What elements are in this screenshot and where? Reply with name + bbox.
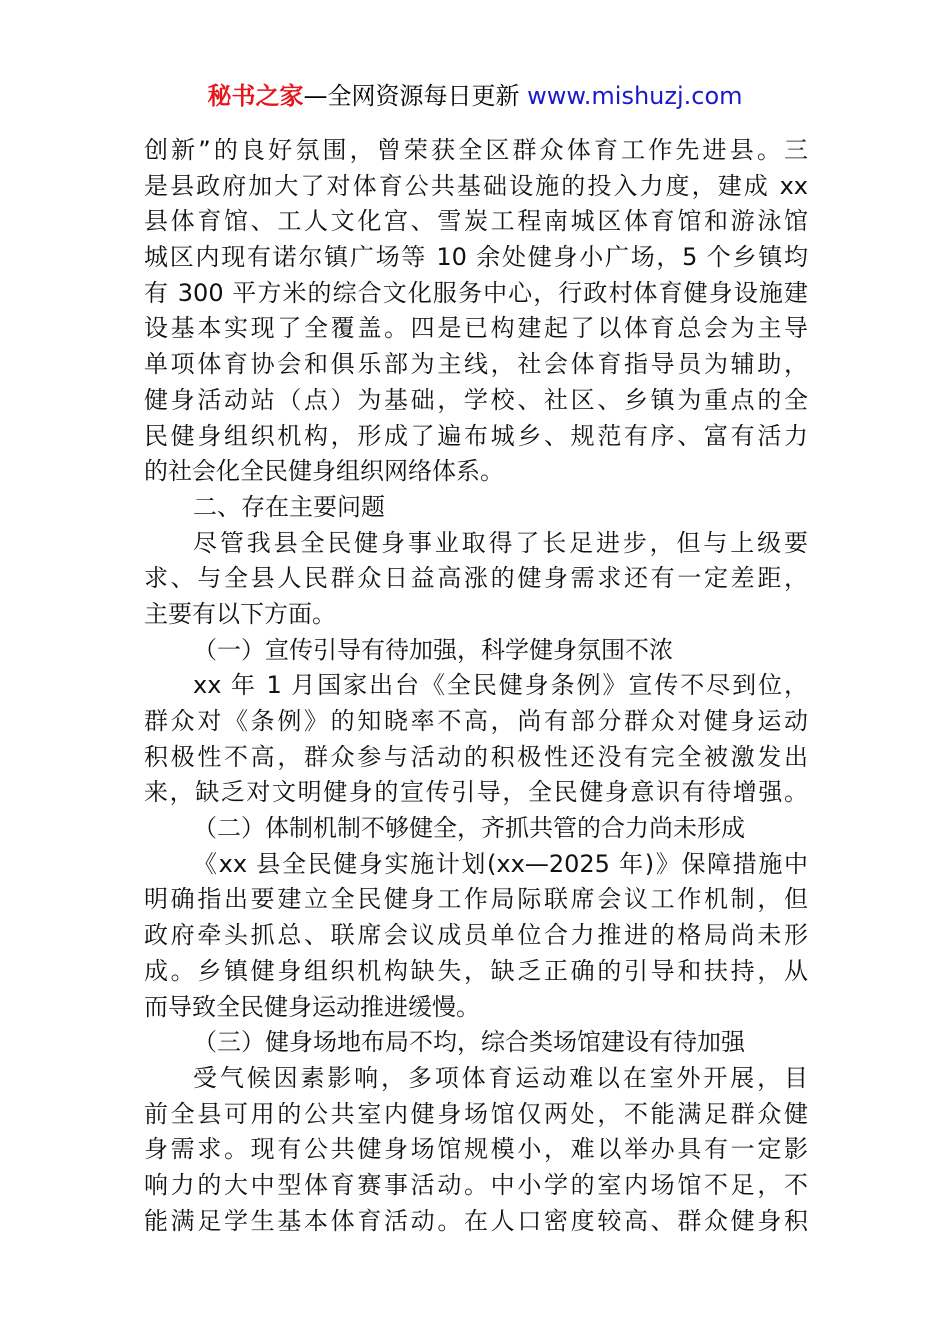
- header-url-link[interactable]: www.mishuzj.com: [519, 82, 743, 110]
- text-line: （三）健身场地布局不均，综合类场馆建设有待加强: [193, 1028, 745, 1057]
- text-line: 受气候因素影响，多项体育运动难以在室外开展，目: [193, 1063, 808, 1092]
- text-line: 二、存在主要问题: [193, 492, 385, 521]
- text-line: 的社会化全民健身组织网络体系。: [144, 457, 504, 486]
- text-line: 积极性不高，群众参与活动的积极性还没有完全被激发出: [144, 742, 808, 771]
- text-line: 健身活动站（点）为基础，学校、社区、乡镇为重点的全: [144, 385, 808, 414]
- text-line: 尽管我县全民健身事业取得了长足进步，但与上级要: [193, 528, 808, 557]
- header-brand: 秘书之家: [207, 82, 304, 110]
- document-body: [144, 133, 808, 1239]
- text-line: 明确指出要建立全民健身工作局际联席会议工作机制，但: [144, 885, 808, 914]
- text-line: 有 300 平方米的综合文化服务中心，行政村体育健身设施建: [144, 278, 808, 307]
- text-line: 设基本实现了全覆盖。四是已构建起了以体育总会为主导: [144, 314, 808, 343]
- text-line: 是县政府加大了对体育公共基础设施的投入力度，建成 xx: [144, 171, 808, 200]
- text-line: （一）宣传引导有待加强，科学健身氛围不浓: [193, 635, 673, 664]
- header-tagline: —全网资源每日更新: [303, 82, 520, 110]
- text-line: 求、与全县人民群众日益高涨的健身需求还有一定差距，: [144, 564, 808, 593]
- text-line: xx 年 1 月国家出台《全民健身条例》宣传不尽到位，: [193, 671, 808, 700]
- page-header: [0, 80, 950, 112]
- text-line: 身需求。现有公共健身场馆规模小，难以举办具有一定影: [144, 1135, 808, 1164]
- text-line: 政府牵头抓总、联席会议成员单位合力推进的格局尚未形: [144, 921, 808, 950]
- text-line: 主要有以下方面。: [144, 599, 336, 628]
- text-line: 成。乡镇健身组织机构缺失，缺乏正确的引导和扶持，从: [144, 956, 808, 985]
- text-line: 而导致全民健身运动推进缓慢。: [144, 992, 480, 1021]
- text-line: 城区内现有诺尔镇广场等 10 余处健身小广场，5 个乡镇均: [144, 243, 808, 272]
- text-line: 响力的大中型体育赛事活动。中小学的室内场馆不足，不: [144, 1170, 808, 1199]
- text-line: 前全县可用的公共室内健身场馆仅两处，不能满足群众健: [144, 1099, 808, 1128]
- text-line: 能满足学生基本体育活动。在人口密度较高、群众健身积: [144, 1206, 808, 1235]
- text-line: 民健身组织机构，形成了遍布城乡、规范有序、富有活力: [144, 421, 808, 450]
- text-line: 单项体育协会和俱乐部为主线，社会体育指导员为辅助，: [144, 350, 808, 379]
- text-line: 来，缺乏对文明健身的宣传引导，全民健身意识有待增强。: [144, 778, 808, 807]
- text-line: 群众对《条例》的知晓率不高，尚有部分群众对健身运动: [144, 707, 808, 735]
- text-line: （二）体制机制不够健全，齐抓共管的合力尚未形成: [193, 814, 745, 843]
- text-line: 创新”的良好氛围，曾荣获全区群众体育工作先进县。三: [144, 136, 808, 164]
- text-line: 《xx 县全民健身实施计划(xx—2025 年)》保障措施中: [193, 849, 808, 878]
- text-line: 县体育馆、工人文化宫、雪炭工程南城区体育馆和游泳馆: [144, 207, 808, 236]
